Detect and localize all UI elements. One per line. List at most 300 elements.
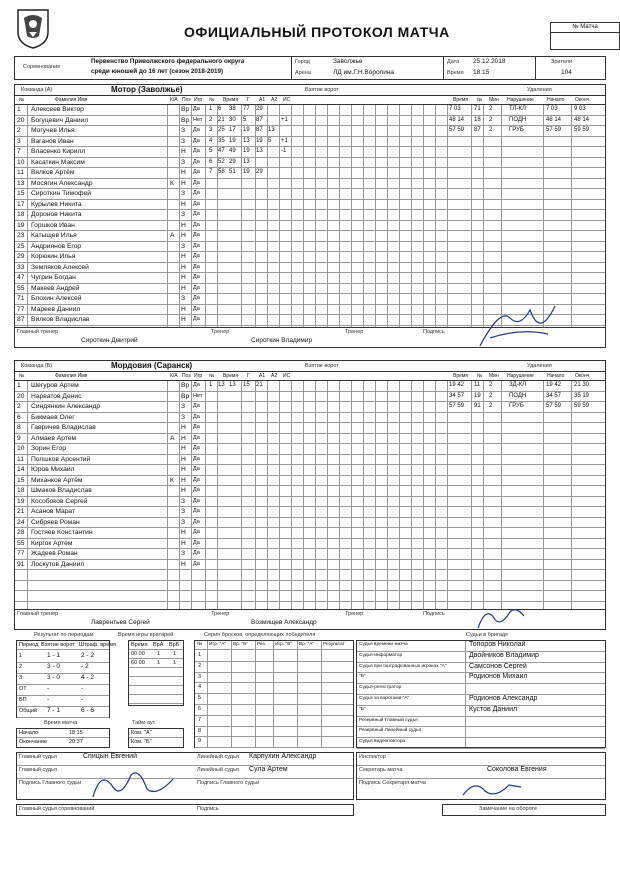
referee-role: Резервный Главный судья [359,717,418,723]
player-number: 19 [17,221,25,229]
period-goals: - [47,685,50,692]
player-name: Мосягин Александр [31,179,93,187]
penalty-reason: ГРУБ [509,403,524,409]
team-b-coach3-label: Тренер [345,611,364,617]
player-position: З [181,295,186,302]
referee-row [357,652,605,663]
player-played: Да [193,508,200,514]
player-row [15,444,605,455]
player-name: Катыщев Илья [31,232,77,239]
shootout-number: 6 [198,706,202,712]
player-number: 13 [17,179,25,187]
player-name: Гостяев Константин [31,529,93,536]
gk-title: Время игры вратарей [118,632,174,638]
penalty-end: 21 30 [574,382,590,388]
goal-minute: 58 [218,169,225,175]
player-played: Да [193,434,200,441]
team-a-coach3-label: Тренер [345,329,364,335]
gk-time: 60 00 [131,660,145,666]
player-name: Земляков Алексей [31,263,89,271]
page-title: ОФИЦИАЛЬНЫЙ ПРОТОКОЛ МАТЧА [184,24,450,40]
competition-label: Соревнование [23,64,61,70]
player-position: Н [181,424,186,431]
player-number: 10 [17,445,25,452]
referee-row [357,684,605,695]
refs-title: Судьи в бригаде [466,632,509,638]
goal-number: 1 [209,106,213,112]
player-played: Да [193,424,200,430]
player-name: Алексеев Виктор [31,106,84,113]
goal-assist1: 21 [256,382,263,388]
team-a-goals-label: Взятие ворот [305,87,339,93]
secretary-label: Секретарь матча [359,767,403,773]
shootout-col-header: Игр. "Б" [275,642,293,647]
player-number: 55 [17,284,25,292]
player-played: Да [193,487,200,493]
player-number: 2 [17,403,21,410]
team-a-coach-label: Главный тренер [17,329,59,335]
player-name: Блохин Алексей [31,295,82,302]
penalty-reason: ТЛ-КЛ [509,106,526,112]
penalty-minutes: 2 [489,106,493,112]
player-name: Власенко Кирилл [31,148,86,155]
player-played: Да [193,466,200,472]
goal-number: 4 [209,137,213,144]
player-name: Бикмаев Олег [31,413,75,421]
goal-number: 3 [209,127,213,133]
shootout-col-header: Рез. [257,642,267,647]
city-label: Город [295,59,310,65]
goal-assist2: 13 [268,127,275,133]
periods-table [16,640,117,718]
player-position: З [181,127,186,134]
player-number: 11 [17,169,24,176]
summary-section [14,632,606,832]
team-a-coach2: Сироткин Владимир [251,337,313,344]
referee-role: Судья-информатор [359,652,403,658]
player-name: Алмаев Артем [31,434,77,442]
player-number: 7 [17,148,21,155]
shootout-col-header: Вр. "Б" [233,642,249,647]
team-b-penalties-label: Удаления [527,363,552,369]
shootout-number: 3 [198,673,202,680]
player-number: 1 [17,106,21,113]
periods-col-header: Штраф. время [79,642,117,648]
team-a-section [14,84,606,348]
player-row [15,560,605,571]
start-label: Начало [19,730,39,736]
referee-row [357,727,605,738]
player-row [15,392,605,403]
player-position: Вр [181,382,190,389]
player-number: 18 [17,211,25,218]
player-name: Сироткин Тимофей [31,190,91,197]
period-row [17,674,109,685]
player-played: Да [193,295,200,301]
player-position: З [181,508,186,515]
player-position: Н [181,263,186,271]
shootout-header [195,641,353,650]
player-name: Миханков Артём [31,476,83,484]
player-position: З [181,158,186,166]
end-label: Окончание [19,739,47,745]
player-position: Н [181,179,186,187]
player-name: Богуцевич Даниил [31,116,89,124]
player-name: Чугрин Богдан [31,274,76,281]
shootout-col-header: Результат [323,642,345,647]
penalty-end: 48 14 [574,116,590,123]
period-goals: 1 - 1 [47,652,61,659]
player-row [15,126,605,137]
shootout-row [195,683,353,694]
player-number: 10 [17,158,25,166]
gk-b: 1 [173,651,177,657]
player-name: Андриянов Егор [31,242,82,250]
penalty-time: 57 59 [449,403,465,409]
player-played: Да [193,127,200,133]
player-name: Сибряев Роман [31,518,80,526]
penalty-end: 9 03 [574,106,586,112]
referee-role: Судья при оштрафованных игроках "А" [359,663,447,669]
player-number: 55 [17,539,25,547]
goal-second: 19 [229,137,236,144]
shootout-row [195,673,353,684]
penalty-time: 7 03 [449,106,461,112]
player-row [15,273,605,284]
player-number: 8 [17,424,21,431]
secretary-signature [457,777,527,801]
period-name: 1 [19,653,23,659]
shootout-col-header: Вр. "А" [299,642,315,647]
goal-number: 5 [209,148,213,154]
player-row [15,210,605,221]
team-b-sign-label: Подпись [423,611,445,617]
shootout-row [195,705,353,716]
referee-name: Топоров Николай [469,641,526,648]
shootout-col-header: № [197,642,203,647]
gk-header [129,641,183,650]
player-name: Гавричев Владислав [31,424,96,431]
shootout-row [195,737,353,748]
penalty-player: 71 [474,106,481,112]
goal-assist1: 29 [256,169,263,175]
goal-second: 13 [229,382,236,388]
player-played: Да [193,148,200,154]
referee-role: Судья-регистратор [359,685,402,691]
referee-row [357,717,605,728]
goal-scorer: 19 [243,148,250,154]
player-played: Да [193,518,200,525]
player-played: Да [193,284,200,291]
spectators-value: 104 [561,69,572,76]
player-position: Н [181,316,186,323]
shootout-number: 5 [198,695,202,702]
player-row [15,549,605,560]
player-number: 20 [17,392,25,400]
goal-minute: 25 [218,127,225,133]
team-a-name: Мотор (Заволжье) [111,85,183,94]
player-row [15,381,605,392]
end-value: 20:37 [69,739,83,745]
team-a-coach2-label: Тренер [211,329,230,335]
player-captain: К [170,476,174,484]
player-position: З [181,518,186,526]
team-b-coach-label: Главный тренер [17,611,59,617]
sign-sec-label: Подпись Секретаря матча [359,780,426,786]
player-position: Н [181,455,186,463]
period-row [17,685,109,696]
shootout-number: 1 [198,652,202,658]
player-number: 33 [17,263,25,271]
protocol-header [14,2,614,54]
penalty-player: 18 [474,116,481,123]
player-row [15,189,605,200]
line-ref2: Сула Артем [249,766,288,773]
player-played: Да [193,221,200,228]
goal-second: 29 [229,158,236,165]
player-number: 2 [17,127,21,134]
player-position: З [181,137,186,145]
team-b-roster [15,381,605,609]
referee-name: Двойников Владимир [469,651,539,659]
player-played: Да [193,263,200,270]
goal-scorer: 15 [243,382,250,388]
line-ref: Карпухин Александр [249,753,317,760]
player-played: Да [193,445,200,451]
player-played: Да [193,316,200,322]
player-position: Н [181,253,186,260]
team-b-label: Команда (Б) [21,363,53,369]
player-position: Н [181,305,186,313]
team-a-sign-label: Подпись [423,329,445,335]
periods-col-header: Взятие ворот [41,642,75,648]
period-penalties: 4 - 2 [81,674,95,681]
shootout-col-header: Игр. "А" [209,642,227,647]
player-number: 18 [17,487,25,494]
team-b-column-header: № Фамилия Имя К/А Поз Игр № Время Г А1 А2 ИС Время № Мин Нарушение Начало Оконч. [15,372,605,381]
player-row [15,105,605,116]
goal-assist1: 19 [256,137,263,144]
player-number: 77 [17,305,25,313]
period-penalties: - [81,696,84,703]
shootout-title: Серия бросков, определяющих победителя [204,632,316,638]
team-a-roster [15,105,605,327]
referee-name: Кустов Даниил [469,705,518,713]
player-row [15,581,605,592]
referee-name: Родионов Михаил [469,673,528,681]
player-row [15,179,605,190]
goal-second: 30 [229,116,236,123]
player-row [15,242,605,253]
gk-a: 1 [157,651,161,657]
referee-role: Судья за воротами "А" [359,696,410,701]
shootout-row [195,716,353,727]
team-b-coach2-label: Тренер [211,611,230,617]
player-name: Курылев Никита [31,200,82,208]
player-row [15,591,605,602]
sign-main2-label: Подпись Главного судьи [197,780,260,786]
penalty-player: 87 [474,127,481,133]
player-position: Вр [181,106,190,113]
gk-a: 1 [157,660,161,666]
goal-number: 7 [209,169,213,175]
protest-label: Замечание на обороте [479,806,538,812]
gk-row [129,677,183,686]
gk-time: 00 00 [131,651,145,657]
city-value: Заволжье [333,58,363,65]
gk-col-header: ВрБ [169,642,180,648]
period-name: Общий [19,708,38,714]
player-played: Да [193,190,200,196]
period-row [17,707,109,718]
periods-title: Результат по периодам [34,632,94,638]
penalty-end: 59 59 [574,127,590,133]
penalty-start: 19 42 [546,382,562,388]
player-position: Вр [181,116,190,124]
player-position: З [181,242,186,250]
goal-number: 1 [209,382,213,388]
gk-row [129,659,183,668]
officials-table [16,752,354,800]
period-penalties: - [81,685,84,692]
player-row [15,147,605,158]
secretary-table [356,752,606,800]
player-played: Да [193,179,200,186]
player-played: Да [193,476,200,483]
period-row [17,663,109,674]
player-played: Да [193,232,200,238]
penalty-start: 34 57 [546,392,562,399]
referee-row [357,706,605,717]
date-label: Дата [447,59,460,65]
goal-scorer: 5 [243,116,247,123]
gk-time-table [128,640,184,706]
player-played: Да [193,253,200,259]
goal-second: 17 [229,127,236,133]
main-ref-label: Главный судья [19,754,57,760]
team-b-coach: Лаврентьев Сергей [91,619,150,626]
goal-minute: 47 [218,148,225,154]
player-row [15,434,605,445]
timeout-title: Тайм-аут [132,720,156,726]
penalty-reason: ПОДН [509,392,527,399]
shootout-row [195,651,353,662]
team-b-coach-signature [470,602,530,632]
team-a-column-header: № Фамилия Имя К/А Поз Игр № Время Г А1 А2 ИС Время № Мин Нарушение Начало Оконч. [15,96,605,105]
gk-col-header: ВрА [153,642,164,648]
main-ref: Спицын Евгений [83,753,137,760]
player-name: Могучев Илья [31,127,75,134]
match-number-label: № Матча [551,23,619,33]
goal-minute: 35 [218,137,225,144]
shootout-table [194,640,354,748]
timeout-a-label: Ком. "А" [131,730,152,736]
competition-ref-label: Главный судья соревнований [19,806,95,812]
main-ref2-label: Главный судья [19,767,57,773]
player-number: 28 [17,529,25,536]
player-row [15,465,605,476]
player-position: Вр [181,392,190,400]
sign-label: Подпись [197,806,219,812]
shootout-number: 7 [198,716,202,723]
player-position: Н [181,284,186,292]
player-number: 47 [17,274,25,281]
period-penalties: 6 - 6 [81,707,95,714]
referee-role: Судья видеоповтора [359,739,406,745]
player-position: Н [181,466,186,473]
player-name: Касаткин Максим [31,158,85,166]
player-row [15,486,605,497]
goal-minute: 21 [218,116,225,123]
period-goals: 3 - 0 [47,663,61,670]
player-position: Н [181,169,186,176]
penalty-start: 57 59 [546,127,562,133]
player-number: 77 [17,550,25,557]
timeout-b-label: Ком. "Б" [131,739,152,745]
spectators-label: Зрители [551,59,573,65]
period-name: ОТ [19,686,27,692]
timeout-table [128,728,184,748]
player-played: Да [193,169,200,175]
goal-assist1: 29 [256,106,263,112]
player-name: Полшков Арсентий [31,455,91,463]
goal-situation: -1 [281,148,287,154]
referee-row [357,695,605,706]
player-number: 19 [17,497,25,505]
player-position: Н [181,148,186,155]
start-value: 18:15 [69,730,83,736]
team-a-penalties-label: Удаления [527,87,552,93]
player-name: Доронов Никита [31,211,82,218]
team-a-coach: Сироткин Дмитрий [81,337,138,344]
penalty-start: 48 14 [546,116,562,123]
goal-assist1: 87 [256,127,263,133]
match-time-title: Время матча [44,720,78,726]
player-row [15,423,605,434]
penalty-start: 57 59 [546,403,562,409]
penalty-end: 59 59 [574,403,590,409]
player-row [15,284,605,295]
player-played: Да [193,137,200,144]
player-name: Шмаков Владислав [31,487,92,494]
player-played: Да [193,382,200,388]
player-captain: А [170,434,175,442]
referee-row [357,641,605,652]
player-number: 21 [17,508,25,515]
player-played: Да [193,539,200,546]
gk-row [129,686,183,695]
period-row [17,652,109,663]
goal-minute: 52 [218,158,225,165]
player-row [15,570,605,581]
shootout-number: 2 [198,662,202,669]
player-position: Н [181,434,186,442]
player-row [15,528,605,539]
competition-line2: среди юношей до 16 лет (сезон 2018-2019) [91,68,224,75]
date-value: 25.12.2018 [473,58,506,65]
player-played: Да [193,274,200,280]
team-b-coach2: Возмищев Александр [251,619,317,626]
player-position: Н [181,487,186,494]
player-name: Асанов Марат [31,508,76,515]
competition-ref-row [16,804,354,816]
goal-number: 2 [209,116,213,123]
penalty-minutes: 2 [489,382,493,388]
player-played: Нет [193,392,203,399]
player-played: Да [193,242,200,249]
arena-label: Арена [295,70,311,76]
period-name: БП [19,697,27,703]
